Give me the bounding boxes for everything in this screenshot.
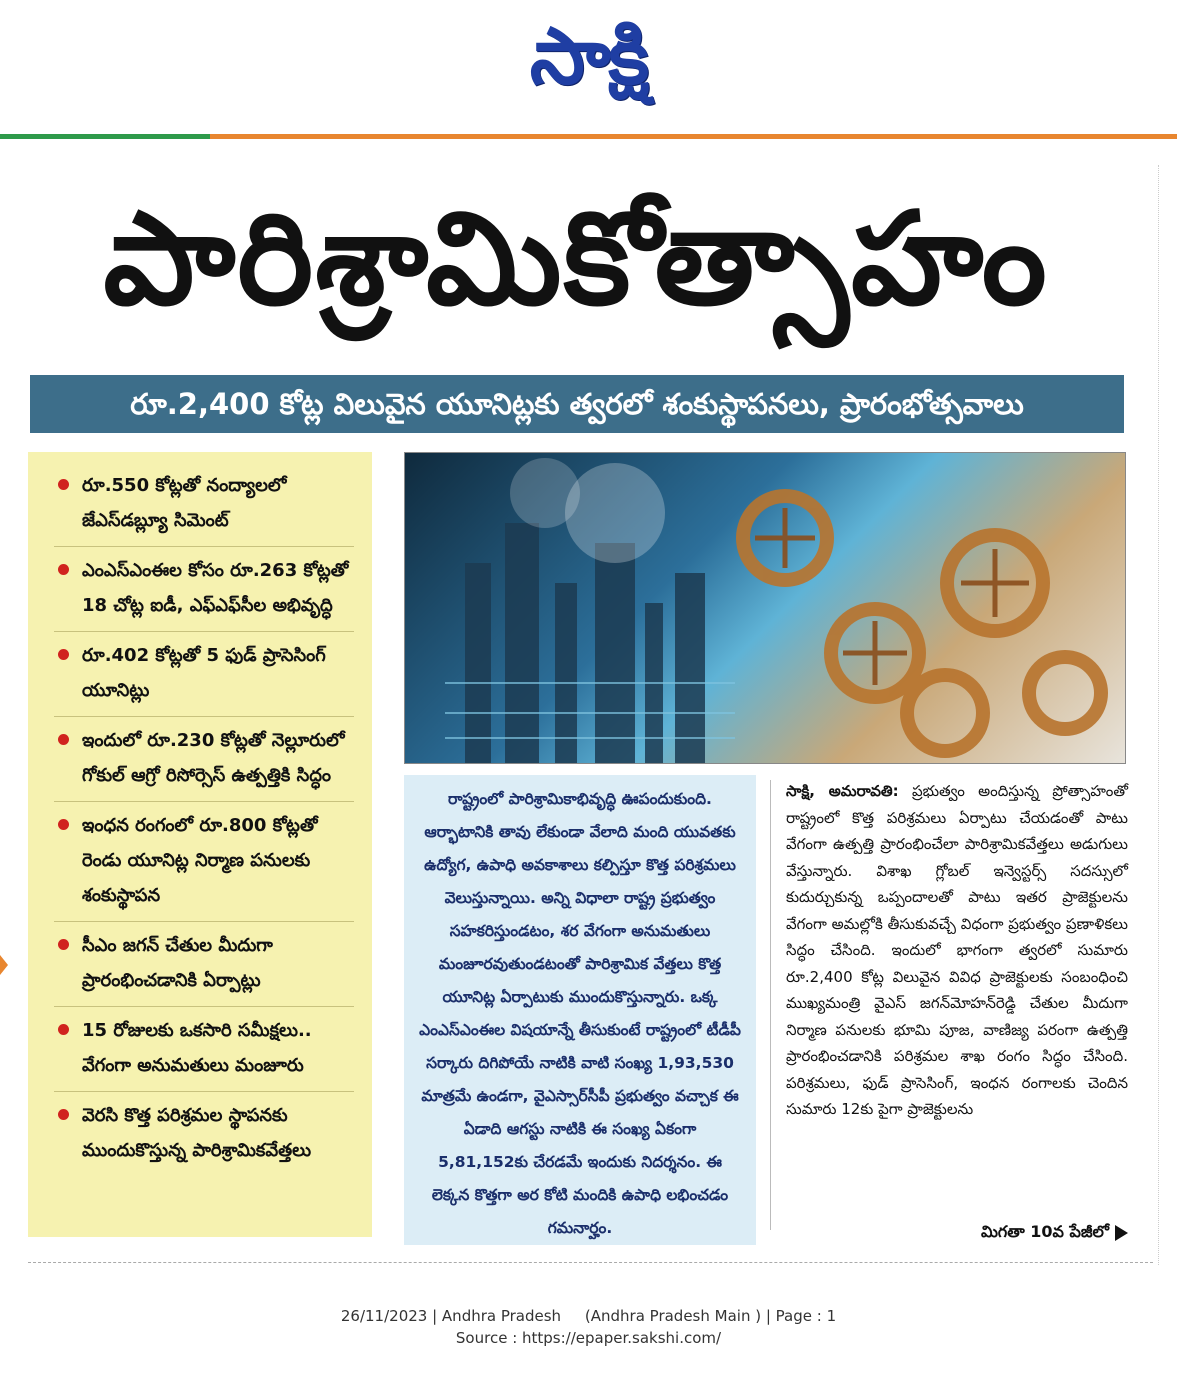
article-body — [786, 778, 1128, 1123]
highlight-text: ఇంధన రంగంలో రూ.800 కోట్లతో రెండు యూనిట్ల నిర్మాణ పనులకు శంకుస్థాపన — [82, 815, 318, 906]
highlight-text: వెరసి కొత్త పరిశ్రమల స్థాపనకు ముందుకొస్తున్న పారిశ్రామికవేత్తలు — [82, 1105, 312, 1161]
page-edge-marker-icon — [0, 955, 8, 975]
masthead-rule-green — [0, 134, 210, 139]
play-arrow-icon — [1115, 1225, 1128, 1241]
bullet-icon — [58, 1109, 69, 1120]
intro-text: రాష్ట్రంలో పారిశ్రామికాభివృద్ధి ఊపందుకుంది. ఆర్భాటానికి తావు లేకుండా వేలాది మంది యువతకు ఉద్యోగ, ఉపాధి అవకాశాలు కల్పిస్తూ కొత్త పరిశ్రమలు వెలుస్తున్నాయి. అన్ని విధాలా రాష్ట్ర ప్రభుత్వం సహకరిస్తుండటం, శర వేగంగా అనుమతులు మంజూరవుతుండటంతో పారిశ్రామిక వేత్తలు కొత్త యూనిట్ల ఏర్పాటుకు ముందుకొస్తున్నారు. ఒక్క ఎంఎస్‌ఎంఈల విషయాన్నే తీసుకుంటే రాష్ట్రంలో టీడీపీ సర్కారు దిగిపోయే నాటికి వాటి సంఖ్య 1,93,530 మాత్రమే ఉండగా, వైఎస్సార్‌సీపీ ప్రభుత్వం వచ్చాక ఈ ఏడాది ఆగస్టు నాటికి ఈ సంఖ్య ఏకంగా 5,81,152కు చేరడమే ఇందుకు నిదర్శనం. ఈ లెక్కన కొత్తగా అర కోటి మందికి ఉపాధి లభించడం గమనార్హం. — [419, 790, 741, 1237]
highlight-item — [54, 462, 354, 547]
highlight-item — [54, 922, 354, 1007]
masthead-rule-orange — [210, 134, 1177, 139]
continued-link[interactable] — [900, 1222, 1128, 1245]
highlight-item — [54, 547, 354, 632]
highlight-text: రూ.402 కోట్లతో 5 ఫుడ్ ప్రాసెసింగ్ యూనిట్లు — [82, 645, 326, 701]
footer-source[interactable]: Source : https://epaper.sakshi.com/ — [455, 1329, 722, 1347]
bullet-icon — [58, 1024, 69, 1035]
highlight-text: రూ.550 కోట్లతో నంద్యాలలో జేఎస్‌డబ్ల్యూ సిమెంట్ — [82, 475, 287, 531]
continued-label: మిగతా 10వ పేజీలో — [980, 1222, 1109, 1241]
article-text: ప్రభుత్వం అందిస్తున్న ప్రోత్సాహంతో రాష్ట్రంలో కొత్త పరిశ్రమలు ఏర్పాటు చేయడంతో పాటు వేగంగా ఉత్పత్తి ప్రారంభించేలా పారిశ్రామికవేత్తలు అడుగులు వేస్తున్నారు. విశాఖ గ్లోబల్ ఇన్వెస్టర్స్ సదస్సులో కుదుర్చుకున్న ఒప్పందాలతో పాటు ఇతర ప్రాజెక్టులను వేగంగా అమల్లోకి తీసుకువచ్చే విధంగా ప్రభుత్వం ప్రణాళికలు సిద్ధం చేసింది. ఇందులో భాగంగా త్వరలో సుమారు రూ.2,400 కోట్ల విలువైన వివిధ ప్రాజెక్టులకు సంబంధించి ముఖ్యమంత్రి వైఎస్ జగన్‌మోహన్‌రెడ్డి చేతుల మీదుగా నిర్మాణ పనులకు భూమి పూజ, వాణిజ్య పరంగా ఉత్పత్తి ప్రారంభించడానికి పరిశ్రమల శాఖ రంగం సిద్ధం చేసింది. పరిశ్రమలు, ఫుడ్ ప్రాసెసింగ్, ఇంధన రంగాలకు చెందిన సుమారు 12కు పైగా ప్రాజెక్టులను — [786, 782, 1128, 1118]
masthead — [0, 0, 1177, 120]
highlights-sidebar — [28, 452, 372, 1237]
subheadline: రూ.2,400 కోట్ల విలువైన యూనిట్లకు త్వరలో శంకుస్థాపనలు, ప్రారంభోత్సవాలు — [30, 375, 1124, 433]
highlight-item — [54, 802, 354, 922]
highlight-item — [54, 1007, 354, 1092]
highlight-text: 15 రోజులకు ఒకసారి సమీక్షలు.. వేగంగా అనుమతులు మంజూరు — [82, 1020, 312, 1076]
bullet-icon — [58, 939, 69, 950]
highlight-text: ఇందులో రూ.230 కోట్లతో నెల్లూరులో గోకుల్ ఆగ్రో రిసోర్సెస్ ఉత్పత్తికి సిద్ధం — [82, 730, 345, 786]
article-column — [786, 778, 1128, 1238]
intro-column — [404, 775, 756, 1245]
highlights-list — [28, 452, 372, 1176]
footer-date-edition: 26/11/2023 | Andhra Pradesh (Andhra Pradesh Main ) | Page : 1 — [340, 1307, 837, 1325]
bullet-icon — [58, 564, 69, 575]
sakshi-logo[interactable]: సాక్షి — [529, 12, 648, 102]
page-edge-divider — [1158, 165, 1160, 1265]
highlight-text: సీఎం జగన్ చేతుల మీదుగా ప్రారంభించడానికి ఏర్పాట్లు — [82, 935, 273, 991]
highlight-item — [54, 1092, 354, 1176]
industrial-photo — [404, 452, 1126, 764]
highlight-text: ఎంఎస్‌ఎంఈల కోసం రూ.263 కోట్లతో 18 చోట్ల ఐడీ, ఎఫ్‌ఎఫ్‌సీల అభివృద్ధి — [82, 560, 349, 616]
factory-gears-illustration — [405, 453, 1125, 763]
page-footer — [0, 1305, 1177, 1349]
bullet-icon — [58, 649, 69, 660]
dateline: సాక్షి, అమరావతి: — [786, 782, 899, 800]
bullet-icon — [58, 479, 69, 490]
highlight-item — [54, 632, 354, 717]
bottom-divider — [28, 1262, 1153, 1264]
headline: పారిశ్రామికోత్సాహం — [103, 185, 1049, 334]
highlight-item — [54, 717, 354, 802]
bullet-icon — [58, 819, 69, 830]
column-divider — [770, 780, 771, 1230]
bullet-icon — [58, 734, 69, 745]
